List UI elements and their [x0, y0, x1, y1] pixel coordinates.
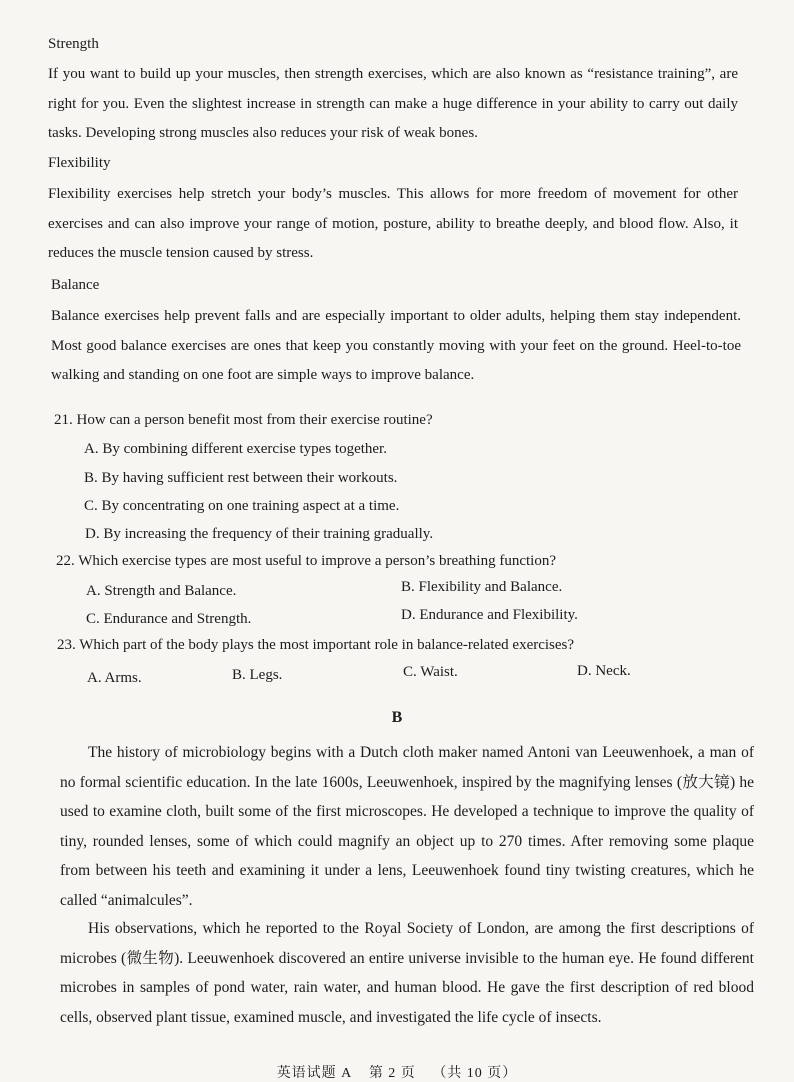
flexibility-heading: Flexibility	[48, 155, 111, 171]
question-22-stem: 22. Which exercise types are most useful to improve a person’s breathing function?	[56, 553, 556, 569]
question-23-option-a[interactable]: A. Arms.	[87, 670, 142, 686]
question-22-option-b[interactable]: B. Flexibility and Balance.	[401, 579, 563, 595]
strength-paragraph: If you want to build up your muscles, then strength exercises, which are also known as “resistance training”, are right for you. Even the slightest increase in strength can make a huge difference in your ability to carry out daily tasks. Developing strong muscles also reduces your risk of weak bones.	[48, 66, 738, 141]
footer-page-number: 第 2 页	[368, 1066, 416, 1081]
question-21-option-b[interactable]: B. By having sufficient rest between their workouts.	[84, 470, 398, 486]
question-23-option-c[interactable]: C. Waist.	[403, 664, 458, 680]
question-21-option-d[interactable]: D. By increasing the frequency of their training gradually.	[85, 526, 434, 542]
strength-heading: Strength	[48, 36, 99, 52]
question-21-stem: 21. How can a person benefit most from their exercise routine?	[54, 412, 433, 428]
question-21-option-c[interactable]: C. By concentrating on one training aspect at a time.	[84, 498, 400, 514]
question-22-option-a[interactable]: A. Strength and Balance.	[86, 583, 237, 599]
passage-b-title: B	[391, 709, 403, 726]
passage-b-paragraph-2: His observations, which he reported to the Royal Society of London, are among the first descriptions of microbes (微生物). Leeuwenhoek discovered an entire universe invisible to the human eye. He found different microbes in samples of pond water, rain water, and human blood. He gave the first description of red blood cells, observed plant tissue, examined muscle, and investigated the life cycle of insects.	[60, 920, 754, 1026]
balance-paragraph: Balance exercises help prevent falls and are especially important to older adults, helping them stay independent. Most good balance exercises are ones that keep you constantly moving with your feet on the ground. Heel-to-toe walking and standing on one foot are simple ways to improve balance.	[51, 308, 741, 383]
question-23-option-d[interactable]: D. Neck.	[577, 663, 631, 679]
question-22-option-d[interactable]: D. Endurance and Flexibility.	[401, 607, 578, 623]
balance-heading: Balance	[51, 277, 100, 293]
footer-total-pages: （共 10 页）	[432, 1066, 518, 1081]
passage-b-paragraph-1: The history of microbiology begins with a Dutch cloth maker named Antoni van Leeuwenhoek, a man of no formal scientific education. In the late 1600s, Leeuwenhoek, inspired by the magnifying lenses (放大镜) he used to examine cloth, built some of the first microscopes. He developed a technique to improve the quality of tiny, rounded lenses, some of which could magnify an object up to 270 times. After removing some plaque from between his teeth and examining it under a lens, Leeuwenhoek found tiny twisting creatures, which he called “animalcules”.	[60, 744, 754, 909]
footer-subject: 英语试题 A	[276, 1066, 353, 1081]
question-23-option-b[interactable]: B. Legs.	[232, 667, 283, 683]
flexibility-paragraph: Flexibility exercises help stretch your body’s muscles. This allows for more freedom of movement for other exercises and can also improve your range of motion, posture, ability to breathe deeply, and blood flow. Also, it reduces the muscle tension caused by stress.	[48, 186, 738, 261]
question-21-option-a[interactable]: A. By combining different exercise types together.	[84, 441, 387, 457]
question-22-option-c[interactable]: C. Endurance and Strength.	[86, 611, 252, 627]
page-footer	[0, 1062, 794, 1082]
question-23-stem: 23. Which part of the body plays the most important role in balance-related exercises?	[57, 637, 575, 653]
